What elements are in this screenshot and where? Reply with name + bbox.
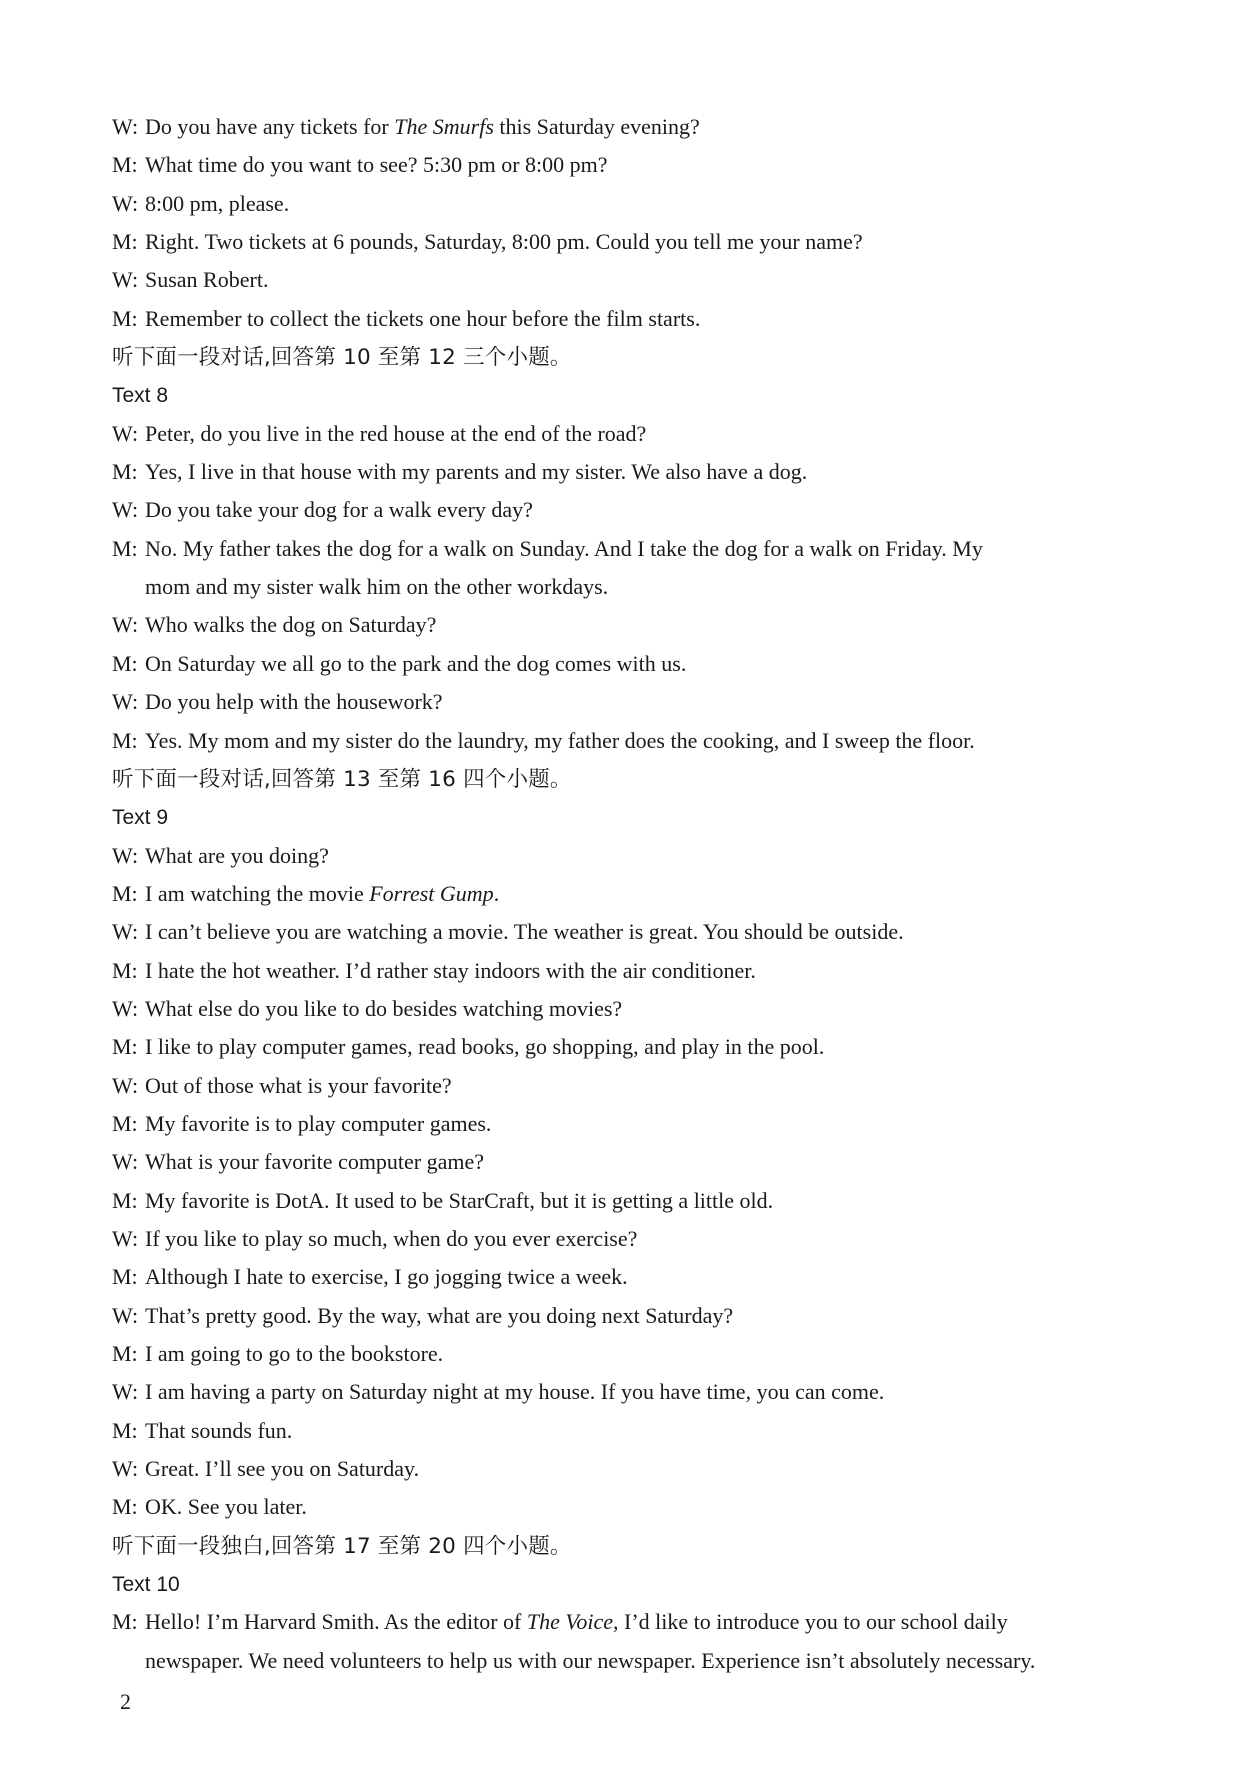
dialogue-line [112,1488,1152,1526]
dialogue-text: , I’d like to introduce you to our school daily [613,1609,1008,1635]
dialogue-line [112,223,1152,261]
speaker-label: W: [112,842,139,868]
dialogue-line [112,491,1152,529]
dialogue-text: I hate the hot weather. I’d rather stay indoors with the air conditioner. [145,957,756,983]
section-instruction [112,760,1152,798]
dialogue-text: What are you doing? [145,842,329,868]
dialogue-text: newspaper. We need volunteers to help us with our newspaper. Experience isn’t absolutely necessary. [145,1647,1036,1673]
speaker-label: W: [112,1072,139,1098]
dialogue-line [112,722,1152,760]
dialogue-line [112,606,1152,644]
dialogue-text: Who walks the dog on Saturday? [145,612,437,638]
dialogue-text: Yes. My mom and my sister do the laundry, my father does the cooking, and I sweep the floor. [145,727,975,753]
dialogue-text: What else do you like to do besides watching movies? [145,995,623,1021]
section-instruction [112,338,1152,376]
speaker-label: W: [112,267,139,293]
speaker-label: M: [112,957,138,983]
speaker-label: W: [112,497,139,523]
dialogue-line [112,913,1152,951]
dialogue-text: . [493,880,500,906]
dialogue-line [112,1603,1152,1641]
instruction-text: 听下面一段独白,回答第 17 至第 20 四个小题。 [112,1533,572,1559]
dialogue-text: Yes, I live in that house with my parents and my sister. We also have a dog. [145,459,808,485]
speaker-label: M: [112,727,138,753]
speaker-label: M: [112,305,138,331]
dialogue-line [112,683,1152,721]
dialogue-line [112,415,1152,453]
speaker-label: M: [112,229,138,255]
text-heading [112,798,1152,836]
dialogue-line [112,1297,1152,1335]
speaker-label: W: [112,1225,139,1251]
dialogue-text: Do you help with the housework? [145,689,443,715]
dialogue-text: I am having a party on Saturday night at my house. If you have time, you can come. [145,1379,885,1405]
speaker-label: W: [112,919,139,945]
dialogue-line [112,1143,1152,1181]
dialogue-text: OK. See you later. [145,1494,307,1520]
text-heading [112,376,1152,414]
dialogue-line [112,108,1152,146]
dialogue-text: I like to play computer games, read books, go shopping, and play in the pool. [145,1034,825,1060]
section-instruction [112,1527,1152,1565]
speaker-label: W: [112,1149,139,1175]
dialogue-line [112,645,1152,683]
dialogue-text: Although I hate to exercise, I go jogging twice a week. [145,1264,628,1290]
dialogue-line [112,1258,1152,1296]
dialogue-text: What time do you want to see? 5:30 pm or 8:00 pm? [145,152,608,178]
dialogue-line [112,146,1152,184]
dialogue-line [112,1105,1152,1143]
speaker-label: M: [112,1187,138,1213]
dialogue-text: I can’t believe you are watching a movie. The weather is great. You should be outside. [145,919,904,945]
instruction-text: 听下面一段对话,回答第 10 至第 12 三个小题。 [112,345,572,371]
dialogue-line [112,1412,1152,1450]
dialogue-continuation [112,568,1152,606]
text-heading [112,1565,1152,1603]
dialogue-text: What is your favorite computer game? [145,1149,485,1175]
dialogue-text: I am going to go to the bookstore. [145,1341,444,1366]
dialogue-line [112,875,1152,913]
transcript-body [112,108,1152,1680]
dialogue-line [112,952,1152,990]
dialogue-text: Hello! I’m Harvard Smith. As the editor of [145,1609,527,1635]
speaker-label: W: [112,1379,139,1405]
speaker-label: M: [112,650,138,676]
dialogue-line [112,1450,1152,1488]
dialogue-text: No. My father takes the dog for a walk on Sunday. And I take the dog for a walk on Friday. My [145,535,983,561]
dialogue-text: this Saturday evening? [493,114,700,139]
italic-title: Forrest Gump [369,880,494,906]
speaker-label: M: [112,1264,138,1290]
dialogue-text: My favorite is DotA. It used to be StarCraft, but it is getting a little old. [145,1187,774,1213]
dialogue-line [112,453,1152,491]
dialogue-text: Do you take your dog for a walk every day? [145,497,533,523]
dialogue-line [112,1220,1152,1258]
dialogue-text: My favorite is to play computer games. [145,1110,492,1136]
speaker-label: M: [112,880,138,906]
dialogue-line [112,1067,1152,1105]
dialogue-line [112,185,1152,223]
speaker-label: M: [112,459,138,485]
dialogue-line [112,530,1152,568]
speaker-label: M: [112,1341,138,1366]
dialogue-text: That’s pretty good. By the way, what are you doing next Saturday? [145,1302,734,1328]
speaker-label: W: [112,612,139,638]
dialogue-line [112,990,1152,1028]
dialogue-text: mom and my sister walk him on the other workdays. [145,574,609,600]
dialogue-line [112,1373,1152,1411]
speaker-label: W: [112,995,139,1021]
speaker-label: W: [112,1302,139,1328]
speaker-label: M: [112,1417,138,1443]
dialogue-line [112,300,1152,338]
speaker-label: M: [112,535,138,561]
dialogue-text: Great. I’ll see you on Saturday. [145,1456,420,1482]
dialogue-line [112,1028,1152,1066]
dialogue-text: 8:00 pm, please. [145,190,290,216]
speaker-label: M: [112,152,138,178]
dialogue-line [112,261,1152,299]
dialogue-text: That sounds fun. [145,1417,293,1443]
speaker-label: M: [112,1609,138,1635]
italic-title: The Voice [526,1609,614,1635]
text-title: Text 10 [112,1573,180,1597]
dialogue-text: Remember to collect the tickets one hour before the film starts. [145,305,701,331]
dialogue-text: Susan Robert. [145,267,269,293]
dialogue-text: On Saturday we all go to the park and the dog comes with us. [145,650,687,676]
dialogue-line [112,1182,1152,1220]
dialogue-line [112,837,1152,875]
dialogue-continuation [112,1642,1152,1680]
italic-title: The Smurfs [394,114,494,139]
dialogue-text: Right. Two tickets at 6 pounds, Saturday, 8:00 pm. Could you tell me your name? [145,229,863,255]
page-number: 2 [120,1689,131,1714]
text-title: Text 8 [112,384,169,408]
speaker-label: W: [112,190,139,216]
dialogue-text: If you like to play so much, when do you ever exercise? [145,1225,638,1251]
dialogue-text: I am watching the movie [145,880,370,906]
dialogue-text: Out of those what is your favorite? [145,1072,452,1098]
speaker-label: W: [112,1456,139,1482]
speaker-label: M: [112,1494,138,1520]
text-title: Text 9 [112,806,169,830]
speaker-label: M: [112,1110,138,1136]
dialogue-text: Do you have any tickets for [145,114,395,139]
dialogue-line [112,1335,1152,1373]
speaker-label: W: [112,114,139,139]
speaker-label: W: [112,689,139,715]
dialogue-text: Peter, do you live in the red house at the end of the road? [145,420,647,446]
speaker-label: M: [112,1034,138,1060]
instruction-text: 听下面一段对话,回答第 13 至第 16 四个小题。 [112,766,572,792]
speaker-label: W: [112,420,139,446]
